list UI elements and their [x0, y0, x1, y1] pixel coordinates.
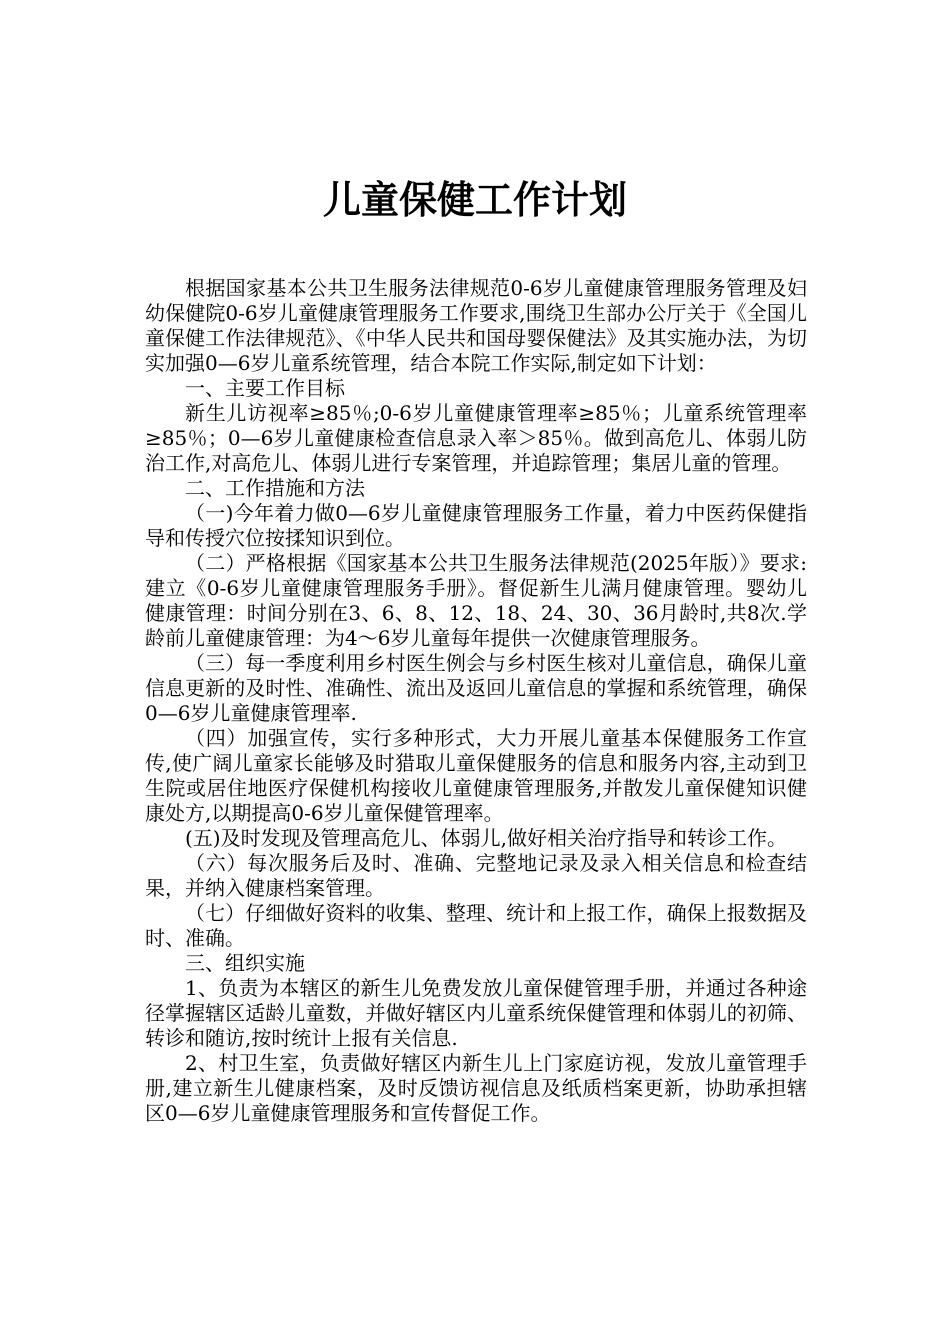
goals-paragraph: 新生儿访视率≥85％;0-6岁儿童健康管理率≥85％；儿童系统管理率≥85％；0—6岁儿童健康检查信息录入率＞85％。做到高危儿、体弱儿防治工作,对高危儿、体弱儿进行专案管理，并追踪管理；集居儿童的管理。 — [145, 401, 807, 475]
implementation-item-2: 2、村卫生室，负责做好辖区内新生儿上门家庭访视，发放儿童管理手册,建立新生儿健康档案，及时反馈访视信息及纸质档案更新，协助承担辖区0—6岁儿童健康管理服务和宣传督促工作。 — [145, 1051, 807, 1125]
document-body — [145, 276, 807, 1126]
section-heading-measures: 二、工作措施和方法 — [185, 476, 365, 500]
document-title: 儿童保健工作计划 — [322, 177, 627, 222]
implementation-item-1: 1、负责为本辖区的新生儿免费发放儿童保健管理手册，并通过各种途径掌握辖区适龄儿童数，并做好辖区内儿童系统保健管理和体弱儿的初筛、转诊和随访,按时统计上报有关信息. — [145, 976, 807, 1050]
section-heading-goals: 一、主要工作目标 — [185, 376, 345, 400]
intro-paragraph: 根据国家基本公共卫生服务法律规范0-6岁儿童健康管理服务管理及妇幼保健院0-6岁儿童健康管理服务工作要求,围绕卫生部办公厅关于《全国儿童保健工作法律规范》、《中华人民共和国母婴保健法》及其实施办法，为切实加强0—6岁儿童系统管理，结合本院工作实际,制定如下计划： — [145, 276, 807, 375]
measure-item-6: （六）每次服务后及时、准确、完整地记录及录入相关信息和检查结果，并纳入健康档案管理。 — [145, 851, 807, 900]
measure-item-7: （七）仔细做好资料的收集、整理、统计和上报工作，确保上报数据及时、准确。 — [145, 901, 807, 950]
measure-item-3: （三）每一季度利用乡村医生例会与乡村医生核对儿童信息，确保儿童信息更新的及时性、准确性、流出及返回儿童信息的掌握和系统管理，确保0—6岁儿童健康管理率. — [145, 651, 807, 725]
section-heading-implementation: 三、组织实施 — [185, 951, 305, 975]
measure-item-4: （四）加强宣传，实行多种形式，大力开展儿童基本保健服务工作宣传,使广阔儿童家长能够及时猎取儿童保健服务的信息和服务内容,主动到卫生院或居住地医疗保健机构接收儿童健康管理服务,并散发儿童保健知识健康处方,以期提高0-6岁儿童保健管理率。 — [145, 726, 807, 825]
measure-item-2: （二）严格根据《国家基本公共卫生服务法律规范(2025年版）》要求:建立《0-6岁儿童健康管理服务手册》。督促新生儿满月健康管理。婴幼儿健康管理：时间分别在3、6、8、12、18、24、30、36月龄时,共8次.学龄前儿童健康管理：为4～6岁儿童每年提供一次健康管理服务。 — [145, 551, 807, 650]
measure-item-5: (五)及时发现及管理高危儿、体弱儿,做好相关治疗指导和转诊工作。 — [185, 826, 787, 850]
measure-item-1: （一)今年着力做0—6岁儿童健康管理服务工作量，着力中医药保健指导和传授穴位按揉知识到位。 — [145, 501, 807, 550]
